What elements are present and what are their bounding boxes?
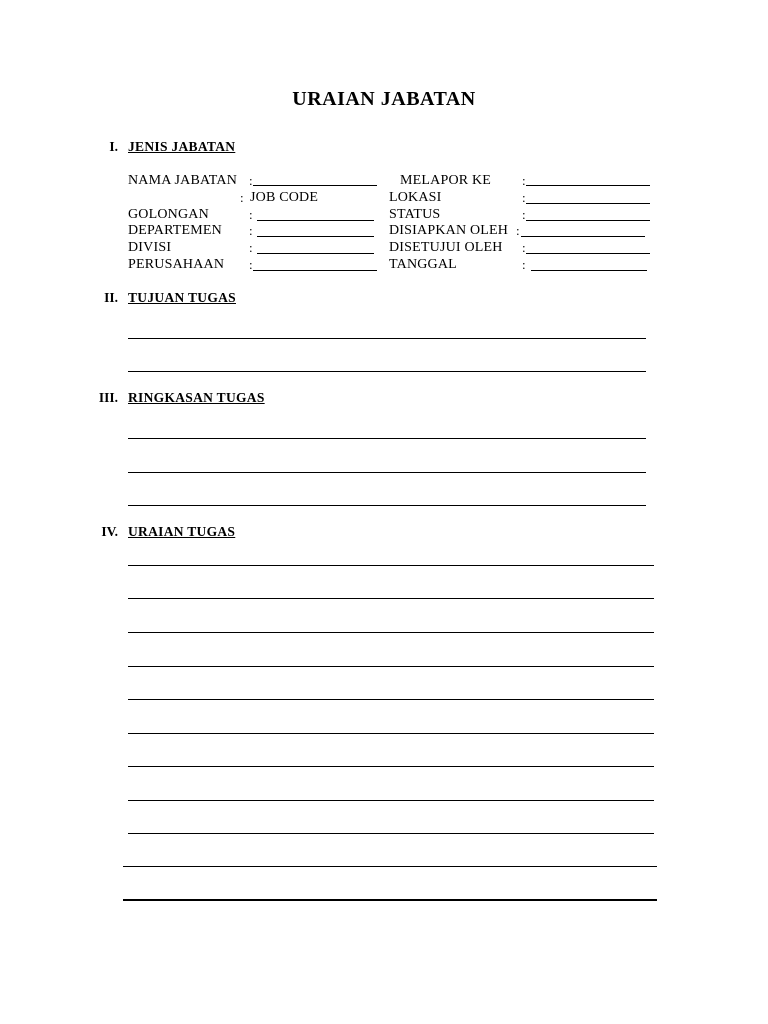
field-label-disetujui-oleh: DISETUJUI OLEH (389, 240, 503, 255)
field-label-nama-jabatan: NAMA JABATAN (128, 173, 238, 188)
section-number: III. (98, 390, 118, 405)
perusahaan-blank-line[interactable] (253, 270, 377, 271)
melapor-ke-blank-line[interactable] (526, 185, 650, 186)
field-label-divisi: DIVISI (128, 240, 172, 255)
field-label-status: STATUS (389, 207, 441, 222)
uraian-tugas-line[interactable] (128, 632, 654, 633)
field-label-tanggal: TANGGAL (389, 257, 457, 272)
uraian-tugas-line[interactable] (128, 699, 654, 700)
status-blank-line[interactable] (526, 220, 650, 221)
uraian-tugas-line[interactable] (123, 866, 657, 867)
section-number: IV. (101, 524, 118, 539)
section-title-jenis-jabatan: JENIS JABATAN (128, 139, 236, 154)
uraian-tugas-line[interactable] (128, 565, 654, 566)
tujuan-tugas-line[interactable] (128, 338, 646, 339)
field-colon: : (522, 257, 526, 272)
field-label-job-code: JOB CODE (250, 190, 319, 205)
nama-jabatan-blank-line[interactable] (253, 185, 377, 186)
tanggal-blank-line[interactable] (531, 270, 647, 271)
field-colon: : (240, 190, 244, 205)
uraian-tugas-line[interactable] (123, 899, 657, 901)
uraian-tugas-line[interactable] (128, 800, 654, 801)
uraian-tugas-line[interactable] (128, 666, 654, 667)
disetujui-oleh-blank-line[interactable] (526, 253, 650, 254)
field-colon: : (516, 223, 520, 238)
tujuan-tugas-line[interactable] (128, 371, 646, 372)
uraian-tugas-line[interactable] (128, 598, 654, 599)
ringkasan-tugas-line[interactable] (128, 438, 646, 439)
uraian-tugas-line[interactable] (128, 733, 654, 734)
field-label-perusahaan: PERUSAHAAN (128, 257, 225, 272)
field-label-disiapkan-oleh: DISIAPKAN OLEH (389, 223, 509, 238)
disiapkan-oleh-blank-line[interactable] (521, 236, 645, 237)
field-label-lokasi: LOKASI (389, 190, 442, 205)
ringkasan-tugas-line[interactable] (128, 505, 646, 506)
page-title: URAIAN JABATAN (292, 88, 476, 110)
divisi-blank-line[interactable] (257, 253, 374, 254)
section-title-tujuan-tugas: TUJUAN TUGAS (128, 290, 236, 305)
field-colon: : (249, 207, 253, 222)
section-title-ringkasan-tugas: RINGKASAN TUGAS (128, 390, 265, 405)
lokasi-blank-line[interactable] (526, 203, 650, 204)
field-label-golongan: GOLONGAN (128, 207, 209, 222)
field-colon: : (522, 240, 526, 255)
field-colon: : (249, 223, 253, 238)
field-colon: : (522, 207, 526, 222)
field-colon: : (522, 190, 526, 205)
uraian-tugas-line[interactable] (128, 766, 654, 767)
field-colon: : (249, 173, 253, 188)
field-colon: : (249, 257, 253, 272)
section-number: II. (104, 290, 118, 305)
field-label-melapor-ke: MELAPOR KE (400, 173, 492, 188)
section-number: I. (109, 139, 118, 154)
field-label-departemen: DEPARTEMEN (128, 223, 222, 238)
uraian-tugas-line[interactable] (128, 833, 654, 834)
field-colon: : (522, 173, 526, 188)
section-title-uraian-tugas: URAIAN TUGAS (128, 524, 236, 539)
departemen-blank-line[interactable] (257, 236, 374, 237)
golongan-blank-line[interactable] (257, 220, 374, 221)
field-colon: : (249, 240, 253, 255)
ringkasan-tugas-line[interactable] (128, 472, 646, 473)
